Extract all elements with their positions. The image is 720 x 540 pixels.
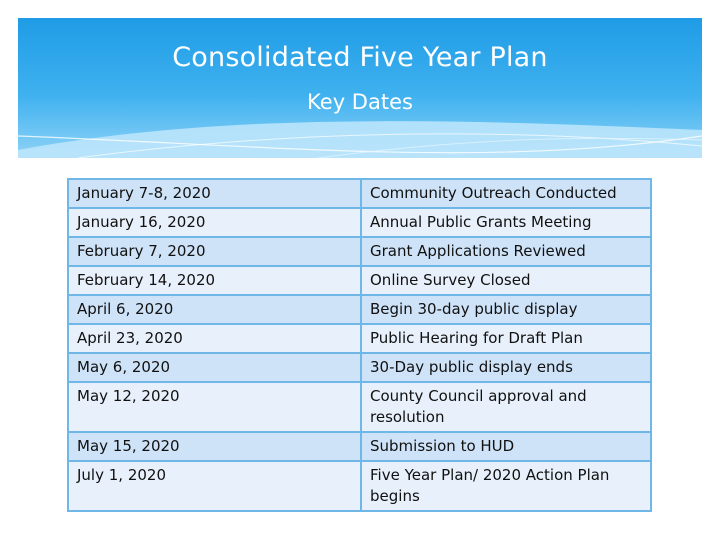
table-row bbox=[68, 266, 651, 295]
table-row bbox=[68, 382, 651, 432]
event-cell: County Council approval and resolution bbox=[361, 382, 651, 432]
table-row bbox=[68, 179, 651, 208]
event-cell: Community Outreach Conducted bbox=[361, 179, 651, 208]
date-cell: July 1, 2020 bbox=[68, 461, 361, 511]
table-row bbox=[68, 295, 651, 324]
date-cell: February 14, 2020 bbox=[68, 266, 361, 295]
title-banner bbox=[18, 18, 702, 158]
date-cell: February 7, 2020 bbox=[68, 237, 361, 266]
page-subtitle: Key Dates bbox=[307, 90, 413, 114]
table-row bbox=[68, 324, 651, 353]
event-cell: Five Year Plan/ 2020 Action Plan begins bbox=[361, 461, 651, 511]
event-cell: Grant Applications Reviewed bbox=[361, 237, 651, 266]
wave-decoration bbox=[18, 18, 702, 158]
date-cell: May 6, 2020 bbox=[68, 353, 361, 382]
date-cell: May 15, 2020 bbox=[68, 432, 361, 461]
date-cell: April 23, 2020 bbox=[68, 324, 361, 353]
table-row bbox=[68, 208, 651, 237]
event-cell: Public Hearing for Draft Plan bbox=[361, 324, 651, 353]
event-cell: 30-Day public display ends bbox=[361, 353, 651, 382]
page-title: Consolidated Five Year Plan bbox=[172, 42, 548, 73]
table-row bbox=[68, 237, 651, 266]
table-row bbox=[68, 432, 651, 461]
key-dates-table bbox=[67, 178, 652, 512]
table-row bbox=[68, 461, 651, 511]
event-cell: Online Survey Closed bbox=[361, 266, 651, 295]
date-cell: April 6, 2020 bbox=[68, 295, 361, 324]
table-row bbox=[68, 353, 651, 382]
event-cell: Annual Public Grants Meeting bbox=[361, 208, 651, 237]
event-cell: Begin 30-day public display bbox=[361, 295, 651, 324]
event-cell: Submission to HUD bbox=[361, 432, 651, 461]
date-cell: January 16, 2020 bbox=[68, 208, 361, 237]
date-cell: May 12, 2020 bbox=[68, 382, 361, 432]
date-cell: January 7-8, 2020 bbox=[68, 179, 361, 208]
